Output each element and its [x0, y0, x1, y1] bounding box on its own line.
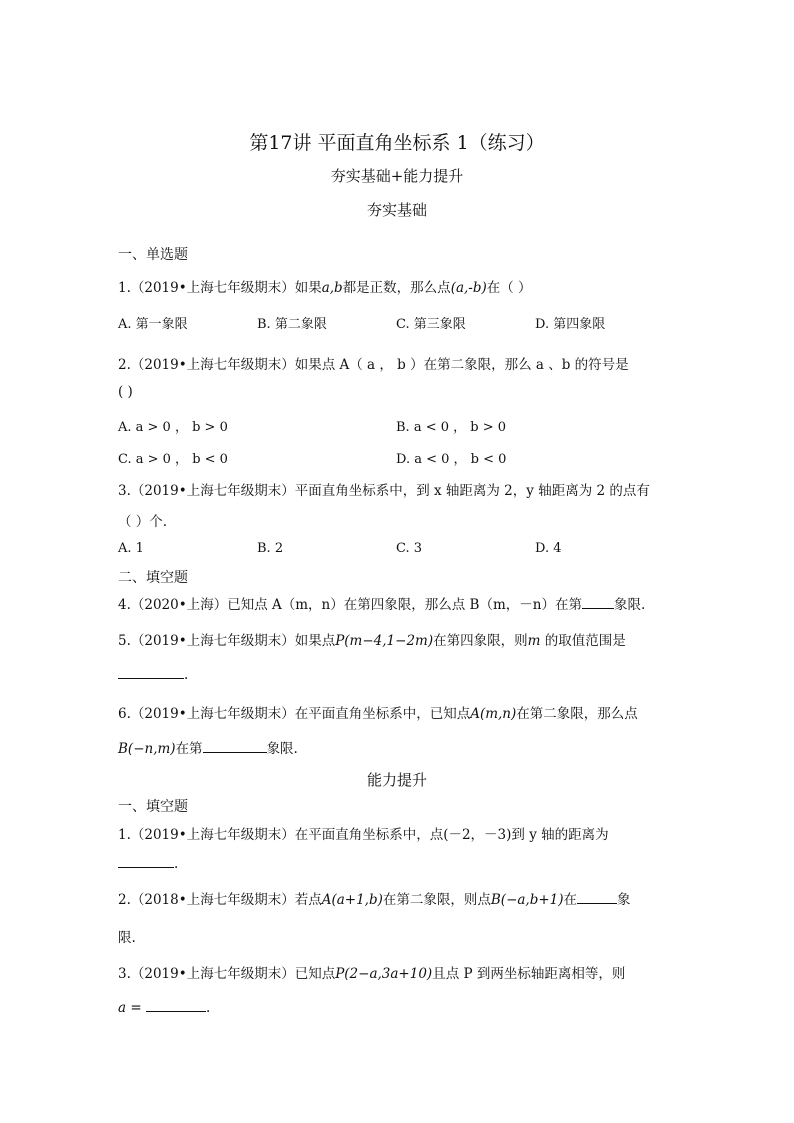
part2-question-3-answer-blank — [146, 999, 206, 1012]
part2-question-2-line-2: 限. — [118, 930, 136, 946]
question-6-math-b: B(−n,m) — [118, 741, 176, 757]
question-6-math-a: A(m,n) — [470, 706, 517, 722]
part2-question-3 — [118, 962, 625, 982]
question-6-text-d: 象限. — [266, 741, 298, 757]
question-6-text-a: 6.（2019•上海七年级期末）在平面直角坐标系中，已知点 — [118, 706, 471, 722]
part2-question-2-text-a: 2.（2018•上海七年级期末）若点 — [118, 892, 322, 908]
question-1-option-b: B. 第二象限 — [257, 317, 327, 332]
question-6-text-b: 在第二象限，那么点 — [516, 706, 638, 722]
part2-question-2-text-d: 象 — [617, 892, 631, 908]
question-4-text-b: 象限. — [613, 597, 646, 613]
page-subtitle: 夯实基础+能力提升 — [330, 167, 464, 185]
section-heading-fill-blank: 二、填空题 — [118, 570, 188, 586]
question-3-line-2: （ ）个. — [118, 514, 168, 530]
part1-heading: 夯实基础 — [366, 201, 427, 219]
question-5-period: . — [184, 667, 189, 683]
question-1-option-d: D. 第四象限 — [535, 317, 606, 332]
question-1-text-b: 都是正数，那么点 — [342, 280, 451, 296]
question-2-option-c: C. a > 0 ， b < 0 — [118, 452, 228, 467]
question-6-text-c: 在第 — [175, 741, 203, 757]
part2-question-3-variable: a — [118, 1000, 127, 1016]
section-heading-part2-fill-blank: 一、填空题 — [118, 799, 188, 815]
question-5-text-a: 5.（2019•上海七年级期末）如果点 — [118, 633, 336, 649]
part2-question-2-text-b: 在第二象限，则点 — [382, 892, 491, 908]
part2-question-3-equals: = — [126, 1000, 146, 1016]
part2-question-1-line-2 — [118, 855, 178, 872]
part2-question-2-math-a: A(a+1,b) — [321, 892, 383, 908]
question-1-math-a: a,b — [321, 280, 343, 296]
question-1-text-c: 在（ ） — [486, 280, 532, 296]
part2-question-3-line-2 — [118, 999, 210, 1016]
question-1-option-c: C. 第三象限 — [396, 317, 466, 332]
part2-question-1-answer-blank — [118, 855, 174, 868]
question-2-option-a: A. a > 0 ， b > 0 — [118, 420, 228, 435]
question-2-option-d: D. a < 0 ， b < 0 — [396, 452, 507, 467]
question-4-answer-blank — [582, 596, 614, 609]
question-5 — [118, 629, 626, 649]
part2-question-2-answer-blank — [577, 891, 617, 904]
part2-question-1: 1.（2019•上海七年级期末）在平面直角坐标系中，点(－2，－3)到 y 轴的距离为 — [118, 827, 609, 843]
part2-question-2-math-b: B(−a,b+1) — [490, 892, 564, 908]
part2-question-2 — [118, 888, 631, 908]
part2-question-3-text-a: 3.（2019•上海七年级期末）已知点 — [118, 966, 336, 982]
part2-question-3-period: . — [205, 1000, 211, 1016]
question-4-text-a: 4.（2020•上海）已知点 A（m，n）在第四象限，那么点 B（m，－n）在第 — [118, 597, 582, 613]
question-1-math-b: (a,-b) — [450, 280, 487, 296]
question-5-math-m: m — [527, 633, 541, 649]
part2-question-2-text-c: 在 — [563, 892, 578, 908]
part2-question-3-text-b: 且点 P 到两坐标轴距离相等，则 — [432, 966, 626, 982]
question-3-option-a: A. 1 — [118, 541, 144, 556]
question-5-text-c: 的取值范围是 — [540, 633, 626, 649]
question-1-option-a: A. 第一象限 — [118, 317, 188, 332]
question-4 — [118, 593, 645, 613]
question-5-answer-blank — [118, 666, 184, 679]
question-3-option-d: D. 4 — [535, 541, 562, 556]
question-1-text-a: 1.（2019•上海七年级期末）如果 — [118, 280, 322, 296]
question-5-line-2 — [118, 666, 188, 683]
question-6-line-2 — [118, 737, 298, 757]
section-heading-single-choice: 一、单选题 — [118, 247, 188, 263]
page-title: 第17讲 平面直角坐标系 1（练习） — [249, 132, 545, 154]
question-2-line-2: ( ) — [118, 384, 133, 400]
question-5-text-b: 在第四象限，则 — [433, 633, 528, 649]
question-2-option-b: B. a < 0 ， b > 0 — [396, 420, 507, 435]
question-6-answer-blank — [203, 740, 267, 753]
question-3-line-1: 3.（2019•上海七年级期末）平面直角坐标系中，到 x 轴距离为 2，y 轴距离为 2 的点有 — [118, 483, 650, 499]
part2-heading: 能力提升 — [366, 771, 427, 789]
question-5-math: P(m−4,1−2m) — [335, 633, 434, 649]
part2-question-1-period: . — [174, 856, 179, 872]
question-2-line-1: 2.（2019•上海七年级期末）如果点 A（ a ， b ）在第二象限，那么 a 、b 的符号是 — [118, 357, 629, 373]
question-3-option-b: B. 2 — [257, 541, 284, 556]
question-6 — [118, 702, 638, 722]
part2-question-3-math: P(2−a,3a+10) — [335, 966, 433, 982]
question-1 — [118, 276, 532, 296]
question-3-option-c: C. 3 — [396, 541, 423, 556]
